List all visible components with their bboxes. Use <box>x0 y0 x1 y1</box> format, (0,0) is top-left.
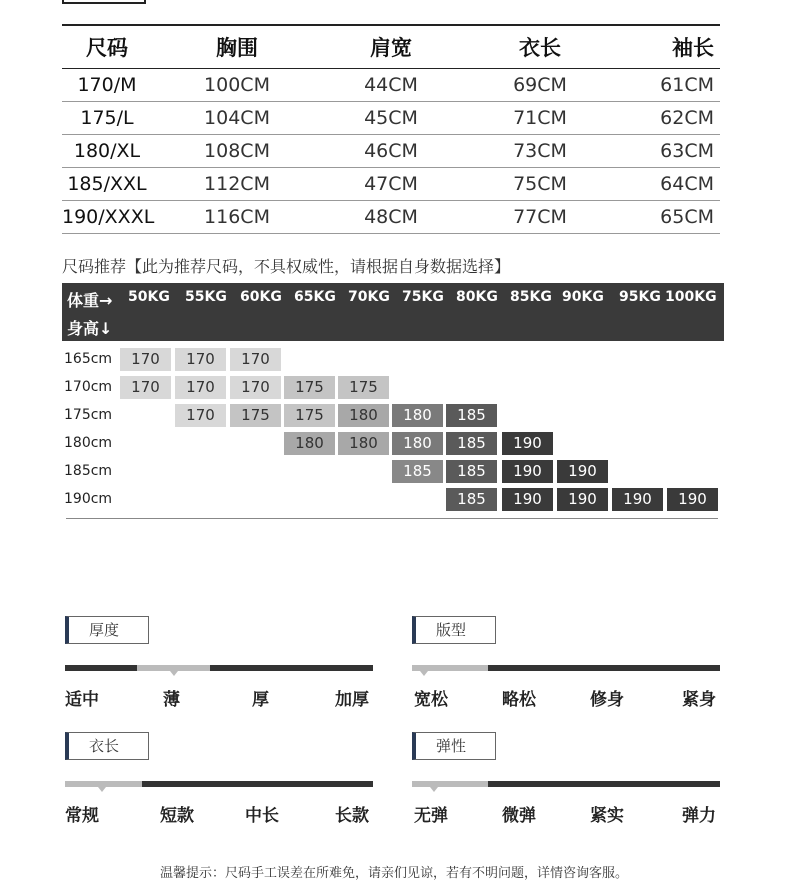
height-label: 175cm <box>64 407 113 423</box>
scale-option: 修身 <box>590 690 624 710</box>
weight-label: 80KG <box>456 289 498 305</box>
size-table-header <box>62 26 720 69</box>
cell-chest: 116CM <box>204 206 270 228</box>
scale-pointer-icon <box>420 671 428 676</box>
size-cell: 170 <box>175 376 226 399</box>
size-cell: 170 <box>175 348 226 371</box>
cell-shoulder: 45CM <box>364 107 418 129</box>
height-label: 185cm <box>64 463 113 479</box>
height-label: 180cm <box>64 435 113 451</box>
weight-label: 50KG <box>128 289 170 305</box>
scale-label: 厚度 <box>65 616 149 644</box>
height-label: 190cm <box>64 491 113 507</box>
size-cell: 180 <box>338 432 389 455</box>
size-cell: 175 <box>284 376 335 399</box>
recommend-row <box>62 458 724 486</box>
recommend-row <box>62 346 724 374</box>
cell-size: 185/XXL <box>67 173 147 195</box>
cell-size: 170/M <box>77 74 137 96</box>
size-cell: 175 <box>230 404 281 427</box>
cell-shoulder: 46CM <box>364 140 418 162</box>
scale-pointer-icon <box>170 671 178 676</box>
table-row <box>62 102 720 135</box>
size-cell: 190 <box>502 460 553 483</box>
size-cell: 180 <box>392 404 443 427</box>
size-cell: 190 <box>667 488 718 511</box>
weight-label: 70KG <box>348 289 390 305</box>
cell-sleeve: 65CM <box>660 206 714 228</box>
scale-option: 无弹 <box>414 806 448 826</box>
scale-label: 弹性 <box>412 732 496 760</box>
scale-option: 弹力 <box>682 806 716 826</box>
cell-sleeve: 63CM <box>660 140 714 162</box>
table-row <box>62 168 720 201</box>
size-cell: 185 <box>446 460 497 483</box>
size-cell: 170 <box>175 404 226 427</box>
cell-shoulder: 47CM <box>364 173 418 195</box>
header-length: 衣长 <box>519 36 561 60</box>
scale-bar <box>65 665 373 671</box>
cell-shoulder: 48CM <box>364 206 418 228</box>
cell-length: 75CM <box>513 173 567 195</box>
scale-option: 适中 <box>65 690 99 710</box>
header-chest: 胸围 <box>216 36 258 60</box>
recommend-row <box>62 430 724 458</box>
weight-label: 90KG <box>562 289 604 305</box>
header-shoulder: 肩宽 <box>370 36 412 60</box>
size-cell: 170 <box>230 376 281 399</box>
cell-chest: 104CM <box>204 107 270 129</box>
recommend-grid <box>62 346 724 514</box>
size-cell: 170 <box>230 348 281 371</box>
scale-option: 紧身 <box>682 690 716 710</box>
scale-option: 中长 <box>245 806 279 826</box>
size-cell: 190 <box>612 488 663 511</box>
scale-fit <box>412 616 720 716</box>
table-row <box>62 135 720 168</box>
recommend-row <box>62 486 724 514</box>
scale-option: 厚 <box>252 690 269 710</box>
size-cell: 190 <box>557 488 608 511</box>
scale-length <box>65 732 373 832</box>
scale-option: 微弹 <box>502 806 536 826</box>
size-cell: 180 <box>338 404 389 427</box>
cell-size: 180/XL <box>73 140 141 162</box>
cell-sleeve: 61CM <box>660 74 714 96</box>
cell-sleeve: 62CM <box>660 107 714 129</box>
weight-label: 60KG <box>240 289 282 305</box>
scale-option: 常规 <box>65 806 99 826</box>
table-row <box>62 69 720 102</box>
weight-label: 85KG <box>510 289 552 305</box>
size-cell: 190 <box>502 432 553 455</box>
footer-note: 温馨提示：尺码手工误差在所难免，请亲们见谅，若有不明问题，详情咨询客服。 <box>159 866 628 881</box>
height-label: 165cm <box>64 351 113 367</box>
cell-sleeve: 64CM <box>660 173 714 195</box>
scale-label: 衣长 <box>65 732 149 760</box>
size-cell: 170 <box>120 348 171 371</box>
size-cell: 170 <box>120 376 171 399</box>
recommend-row <box>62 374 724 402</box>
weight-label: 75KG <box>402 289 444 305</box>
size-table <box>62 24 720 234</box>
size-cell: 175 <box>284 404 335 427</box>
cell-length: 73CM <box>513 140 567 162</box>
scale-option: 宽松 <box>414 690 448 710</box>
cell-chest: 100CM <box>204 74 270 96</box>
scale-option: 略松 <box>502 690 536 710</box>
scale-option: 薄 <box>163 690 180 710</box>
scale-selected-segment <box>412 781 488 787</box>
recommend-bottom-rule <box>66 518 718 519</box>
weight-label: 55KG <box>185 289 227 305</box>
recommend-header <box>62 283 724 341</box>
scale-elasticity <box>412 732 720 832</box>
header-size: 尺码 <box>86 36 128 60</box>
table-row <box>62 201 720 234</box>
cell-length: 77CM <box>513 206 567 228</box>
cell-length: 71CM <box>513 107 567 129</box>
scale-option: 短款 <box>160 806 194 826</box>
size-cell: 190 <box>557 460 608 483</box>
recommend-row <box>62 402 724 430</box>
scale-option: 长款 <box>335 806 369 826</box>
scale-pointer-icon <box>98 787 106 792</box>
weight-label: 100KG <box>665 289 717 305</box>
cell-shoulder: 44CM <box>364 74 418 96</box>
scale-option: 紧实 <box>590 806 624 826</box>
size-cell: 175 <box>338 376 389 399</box>
size-cell: 185 <box>392 460 443 483</box>
size-cell: 180 <box>284 432 335 455</box>
top-frame-fragment <box>62 0 146 4</box>
cell-chest: 108CM <box>204 140 270 162</box>
size-cell: 185 <box>446 488 497 511</box>
size-cell: 190 <box>502 488 553 511</box>
header-sleeve: 袖长 <box>672 36 714 60</box>
scale-label: 版型 <box>412 616 496 644</box>
height-label: 170cm <box>64 379 113 395</box>
recommend-title: 尺码推荐【此为推荐尺码，不具权威性，请根据自身数据选择】 <box>62 257 511 276</box>
height-axis-label: 身高↓ <box>67 319 113 338</box>
cell-length: 69CM <box>513 74 567 96</box>
size-cell: 185 <box>446 432 497 455</box>
weight-label: 95KG <box>619 289 661 305</box>
cell-size: 175/L <box>80 107 134 129</box>
weight-label: 65KG <box>294 289 336 305</box>
scale-option: 加厚 <box>335 690 369 710</box>
scale-thickness <box>65 616 373 716</box>
cell-chest: 112CM <box>204 173 270 195</box>
size-cell: 185 <box>446 404 497 427</box>
cell-size: 190/XXXL <box>62 206 155 228</box>
size-cell: 180 <box>392 432 443 455</box>
scale-pointer-icon <box>430 787 438 792</box>
weight-axis-label: 体重→ <box>67 291 113 310</box>
